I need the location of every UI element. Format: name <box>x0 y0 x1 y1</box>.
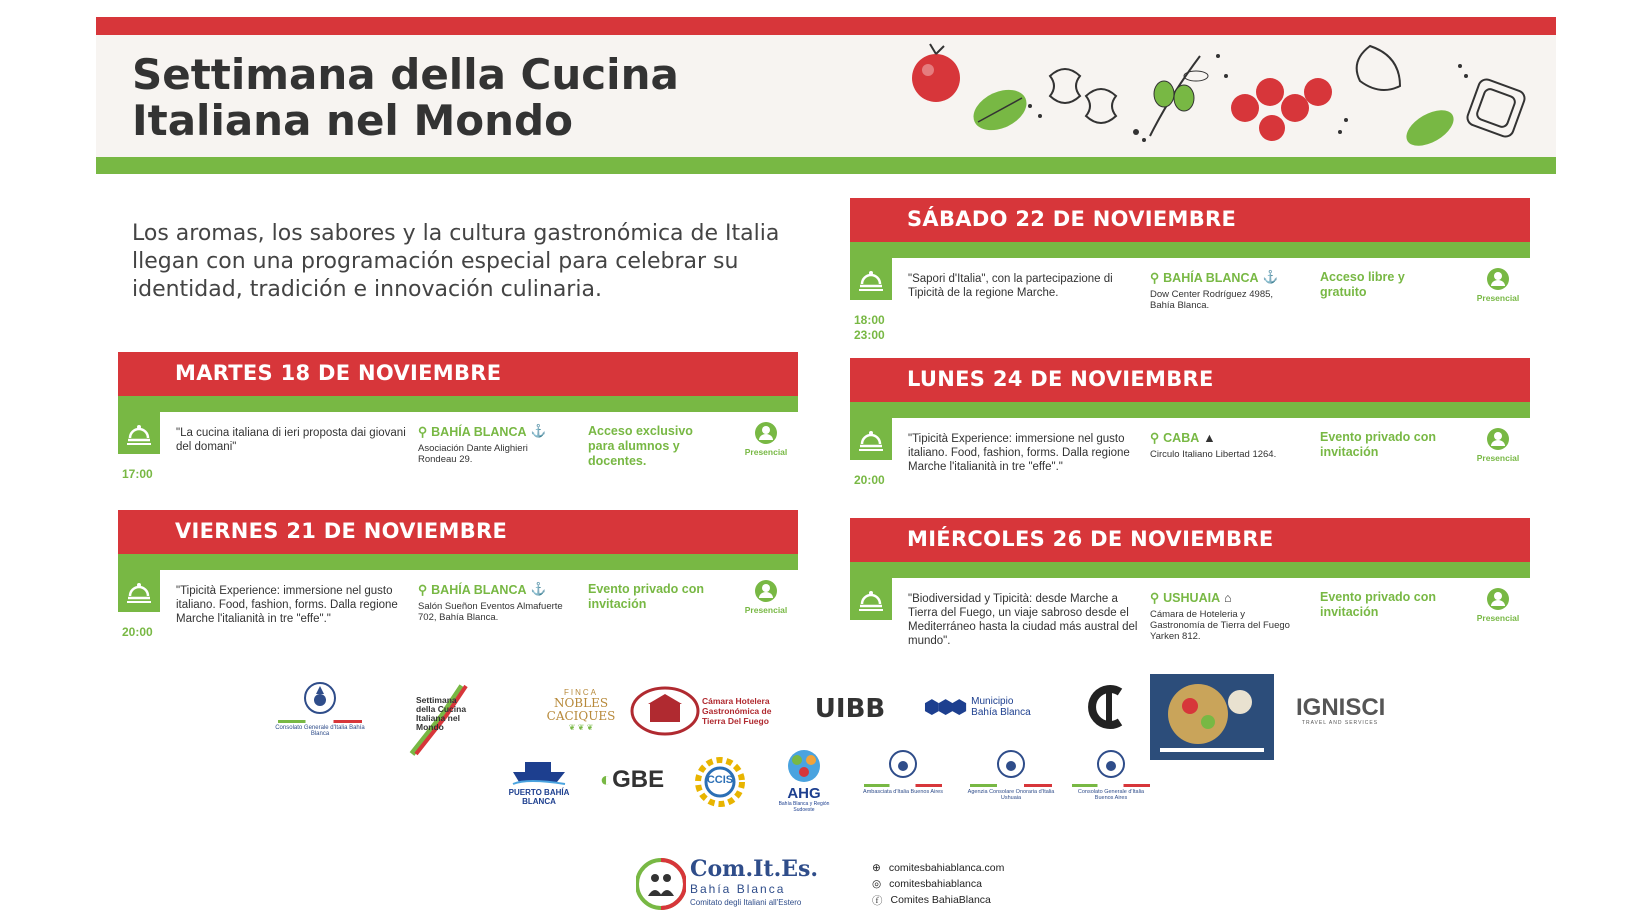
event-card-viernes <box>118 510 798 650</box>
location-pin-icon: ⚲ <box>1150 271 1160 285</box>
world-food-icon <box>1150 674 1274 760</box>
event-day: VIERNES 21 DE NOVIEMBRE <box>175 519 508 543</box>
event-city: USHUAIA <box>1163 590 1221 605</box>
event-mode-label: Presencial <box>1476 293 1520 303</box>
emblem-icon <box>993 748 1029 780</box>
event-mode-label: Presencial <box>1476 453 1520 463</box>
anchor-icon: ⚓ <box>530 582 547 596</box>
obelisk-icon: ▲ <box>1203 430 1216 445</box>
logo-nobles-caciques <box>546 688 616 732</box>
logo-text: Municipio Bahía Blanca <box>971 696 1031 718</box>
instagram-icon: ◎ <box>872 878 882 890</box>
comites-city: Bahía Blanca <box>690 882 786 896</box>
event-mode <box>738 580 794 615</box>
cloche-icon <box>118 412 160 454</box>
event-address: Cámara de Hoteleria y Gastronomía de Tierra del Fuego Yarken 812. <box>1150 609 1290 642</box>
event-card-sabado <box>850 198 1530 342</box>
event-time: 20:00 <box>854 473 885 487</box>
event-city: BAHÍA BLANCA <box>431 582 527 597</box>
logo-camara-hotelera <box>630 686 776 736</box>
event-address: Salón Sueñon Eventos Almafuerte 702, Bahía Blanca. <box>418 601 563 623</box>
page-title <box>132 52 679 144</box>
event-day: MIÉRCOLES 26 DE NOVIEMBRE <box>907 527 1274 551</box>
logo-consolato-bahia-blanca <box>272 680 368 737</box>
event-place <box>1150 430 1300 460</box>
logo-subtext: TRAVEL AND SERVICES <box>1301 720 1379 726</box>
instagram-text: comitesbahiablanca <box>889 878 982 890</box>
logo-settimana <box>402 676 532 756</box>
logo-subtext: Bahía Blanca y Región Sudoeste <box>778 801 830 813</box>
location-pin-icon: ⚲ <box>418 425 428 439</box>
event-day: LUNES 24 DE NOVIEMBRE <box>907 367 1214 391</box>
event-place <box>418 582 568 623</box>
leaves-icon: ❦ ❦ ❦ <box>568 723 594 732</box>
emblem-icon <box>1093 748 1129 780</box>
facebook-icon: ⓕ <box>872 894 883 907</box>
building-icon <box>630 686 700 736</box>
event-mode-label: Presencial <box>1476 613 1520 623</box>
event-access: Acceso exclusivo para alumnos y docentes. <box>588 424 693 468</box>
logo-text: CCIS <box>706 774 734 786</box>
header-top-band <box>96 17 1556 35</box>
event-city: CABA <box>1163 430 1200 445</box>
logo-text: PUERTO BAHÍA BLANCA <box>508 788 570 806</box>
event-time: 17:00 <box>122 467 153 481</box>
ship-icon <box>509 752 569 786</box>
event-description: "La cucina italiana di ieri proposta dai giovani del domani" <box>176 427 406 453</box>
event-green-strip <box>850 242 1530 258</box>
lighthouse-icon: ⌂ <box>1224 590 1232 605</box>
event-card-lunes <box>850 358 1530 498</box>
logo-cucina-poster <box>1150 674 1274 760</box>
event-mode <box>1470 588 1526 623</box>
comites-emblem-icon <box>636 856 686 912</box>
logo-text: IGNISCI <box>1296 694 1386 721</box>
cloche-icon <box>850 418 892 460</box>
cloche-icon <box>850 258 892 300</box>
event-mode <box>1470 428 1526 463</box>
event-address: Dow Center Rodríguez 4985, Bahía Blanca. <box>1150 289 1274 311</box>
event-card-miercoles <box>850 518 1530 658</box>
person-icon <box>1487 268 1509 290</box>
logo-ahg <box>776 748 832 813</box>
olive-branch-icon <box>1150 56 1208 136</box>
farfalle-icon <box>1050 69 1116 123</box>
instagram-link[interactable] <box>872 876 1004 892</box>
event-time <box>854 313 894 343</box>
event-place <box>1150 270 1300 311</box>
emblem-icon <box>300 680 340 716</box>
ahg-mark <box>784 748 824 784</box>
event-day: MARTES 18 DE NOVIEMBRE <box>175 361 502 385</box>
logo-agenzia-ushuaia <box>966 748 1056 801</box>
person-icon <box>1487 428 1509 450</box>
facebook-text: Comites BahiaBlanca <box>890 894 991 906</box>
event-access: Acceso libre y gratuito <box>1320 270 1405 299</box>
footer-links <box>872 860 1004 908</box>
event-green-strip <box>850 562 1530 578</box>
event-access: Evento privado con invitación <box>1320 430 1436 459</box>
logo-gbe <box>600 766 666 794</box>
event-city: BAHÍA BLANCA <box>431 424 527 439</box>
event-access: Evento privado con invitación <box>588 582 704 611</box>
event-day-bar <box>850 518 1530 562</box>
comites-logo <box>636 856 819 914</box>
logo-text: UIBB <box>814 694 886 724</box>
logo-text: Consolato Generale d'Italia Bahía Blanca <box>275 725 365 737</box>
basil-leaf-icon-2 <box>1400 103 1459 153</box>
location-pin-icon: ⚲ <box>1150 591 1160 605</box>
logo-text: Agenzia Consolare Onoraria d'Italia Ushuaia <box>967 789 1055 801</box>
event-place <box>418 424 568 465</box>
event-green-strip <box>118 554 798 570</box>
comites-brand: Com.It.Es. <box>690 856 819 882</box>
globe-icon: ⊕ <box>872 862 881 874</box>
event-mode <box>738 422 794 457</box>
anchor-icon: ⚓ <box>530 424 547 438</box>
event-green-strip <box>118 396 798 412</box>
event-card-martes <box>118 352 798 492</box>
event-day-bar <box>118 510 798 554</box>
event-day: SÁBADO 22 DE NOVIEMBRE <box>907 207 1237 231</box>
logo-ccis <box>690 752 750 812</box>
logo-circulo-icon <box>1082 682 1136 734</box>
facebook-link[interactable] <box>872 892 1004 908</box>
person-icon <box>755 580 777 602</box>
gbe-mark: ◐ <box>600 768 613 791</box>
logo-text: Settimana della Cucina Italiana nel Mondo <box>416 695 467 732</box>
pasta-shell-icon <box>1357 46 1400 90</box>
website-link[interactable] <box>872 860 1004 876</box>
event-time: 20:00 <box>122 625 153 639</box>
event-description: "Tipicità Experience: immersione nel gusto italiano. Food, fashion, forms. Dalla regione Marche l'italianità in tre "effe"." <box>176 585 398 625</box>
event-mode-label: Presencial <box>744 447 788 457</box>
cherry-tomatoes-icon <box>1231 78 1332 141</box>
basil-leaf-icon <box>967 82 1033 138</box>
logo-text: Ambasciata d'Italia Buenos Aires <box>863 789 943 795</box>
logo-text: AHG <box>787 785 821 802</box>
logo-text: GBE <box>612 766 665 793</box>
event-time-start: 18:00 <box>854 313 885 327</box>
title-line-1: Settimana della Cucina <box>132 50 679 99</box>
header-bottom-band <box>96 157 1556 174</box>
event-day-bar <box>850 198 1530 242</box>
logo-text-finca: FINCA <box>564 688 598 697</box>
logo-uibb <box>800 694 900 724</box>
comites-subtitle: Comitato degli Italiani all'Estero <box>690 898 802 907</box>
ravioli-icon <box>1465 77 1527 139</box>
event-day-bar <box>850 358 1530 402</box>
event-description: "Biodiversidad y Tipicità: desde Marche a Tierra del Fuego, un viaje sabroso desde el Mediterráneo hasta la ciudad más austral del mundo". <box>908 593 1138 647</box>
event-address: Asociación Dante Alighieri Rondeau 29. <box>418 443 528 465</box>
logo-puerto <box>506 752 572 806</box>
event-address: Circulo Italiano Libertad 1264. <box>1150 449 1277 460</box>
title-line-2: Italiana nel Mondo <box>132 96 573 145</box>
event-description: "Sapori d'Italia", con la partecipazione di Tipicità de la regione Marche. <box>908 273 1113 299</box>
event-description: "Tipicità Experience: immersione nel gusto italiano. Food, fashion, forms. Dalla regione Marche l'italianità in tre "effe"." <box>908 433 1130 473</box>
event-day-bar <box>118 352 798 396</box>
tomato-icon <box>912 44 960 102</box>
event-access: Evento privado con invitación <box>1320 590 1436 619</box>
intro-text: Los aromas, los sabores y la cultura gastronómica de Italia llegan con una programación especial para celebrar su identidad, tradición e innovación culinaria. <box>132 221 780 302</box>
cloche-icon <box>850 578 892 620</box>
person-icon <box>755 422 777 444</box>
event-time-end: 23:00 <box>854 328 885 342</box>
mbb-mark: ⬢⬢⬢ <box>924 696 966 717</box>
logo-text: Cámara Hotelera Gastronómica de Tierra Del Fuego <box>702 696 772 726</box>
logo-municipio <box>924 696 1060 718</box>
logo-text: NOBLES CACIQUES <box>546 696 616 723</box>
event-mode-label: Presencial <box>744 605 788 615</box>
anchor-icon: ⚓ <box>1262 270 1279 284</box>
website-text: comitesbahiablanca.com <box>888 862 1005 874</box>
emblem-icon <box>885 748 921 780</box>
event-place <box>1150 590 1300 642</box>
food-illustration <box>900 36 1540 156</box>
event-green-strip <box>850 402 1530 418</box>
location-pin-icon: ⚲ <box>1150 431 1160 445</box>
location-pin-icon: ⚲ <box>418 583 428 597</box>
cloche-icon <box>118 570 160 612</box>
event-city: BAHÍA BLANCA <box>1163 270 1259 285</box>
logo-text: Consolato Generale d'Italia Buenos Aires <box>1077 789 1145 801</box>
logo-consolato-buenos-aires <box>1068 748 1154 801</box>
event-mode <box>1470 268 1526 303</box>
logo-ignisci <box>1296 696 1384 726</box>
logo-ambasciata <box>860 748 946 795</box>
person-icon <box>1487 588 1509 610</box>
